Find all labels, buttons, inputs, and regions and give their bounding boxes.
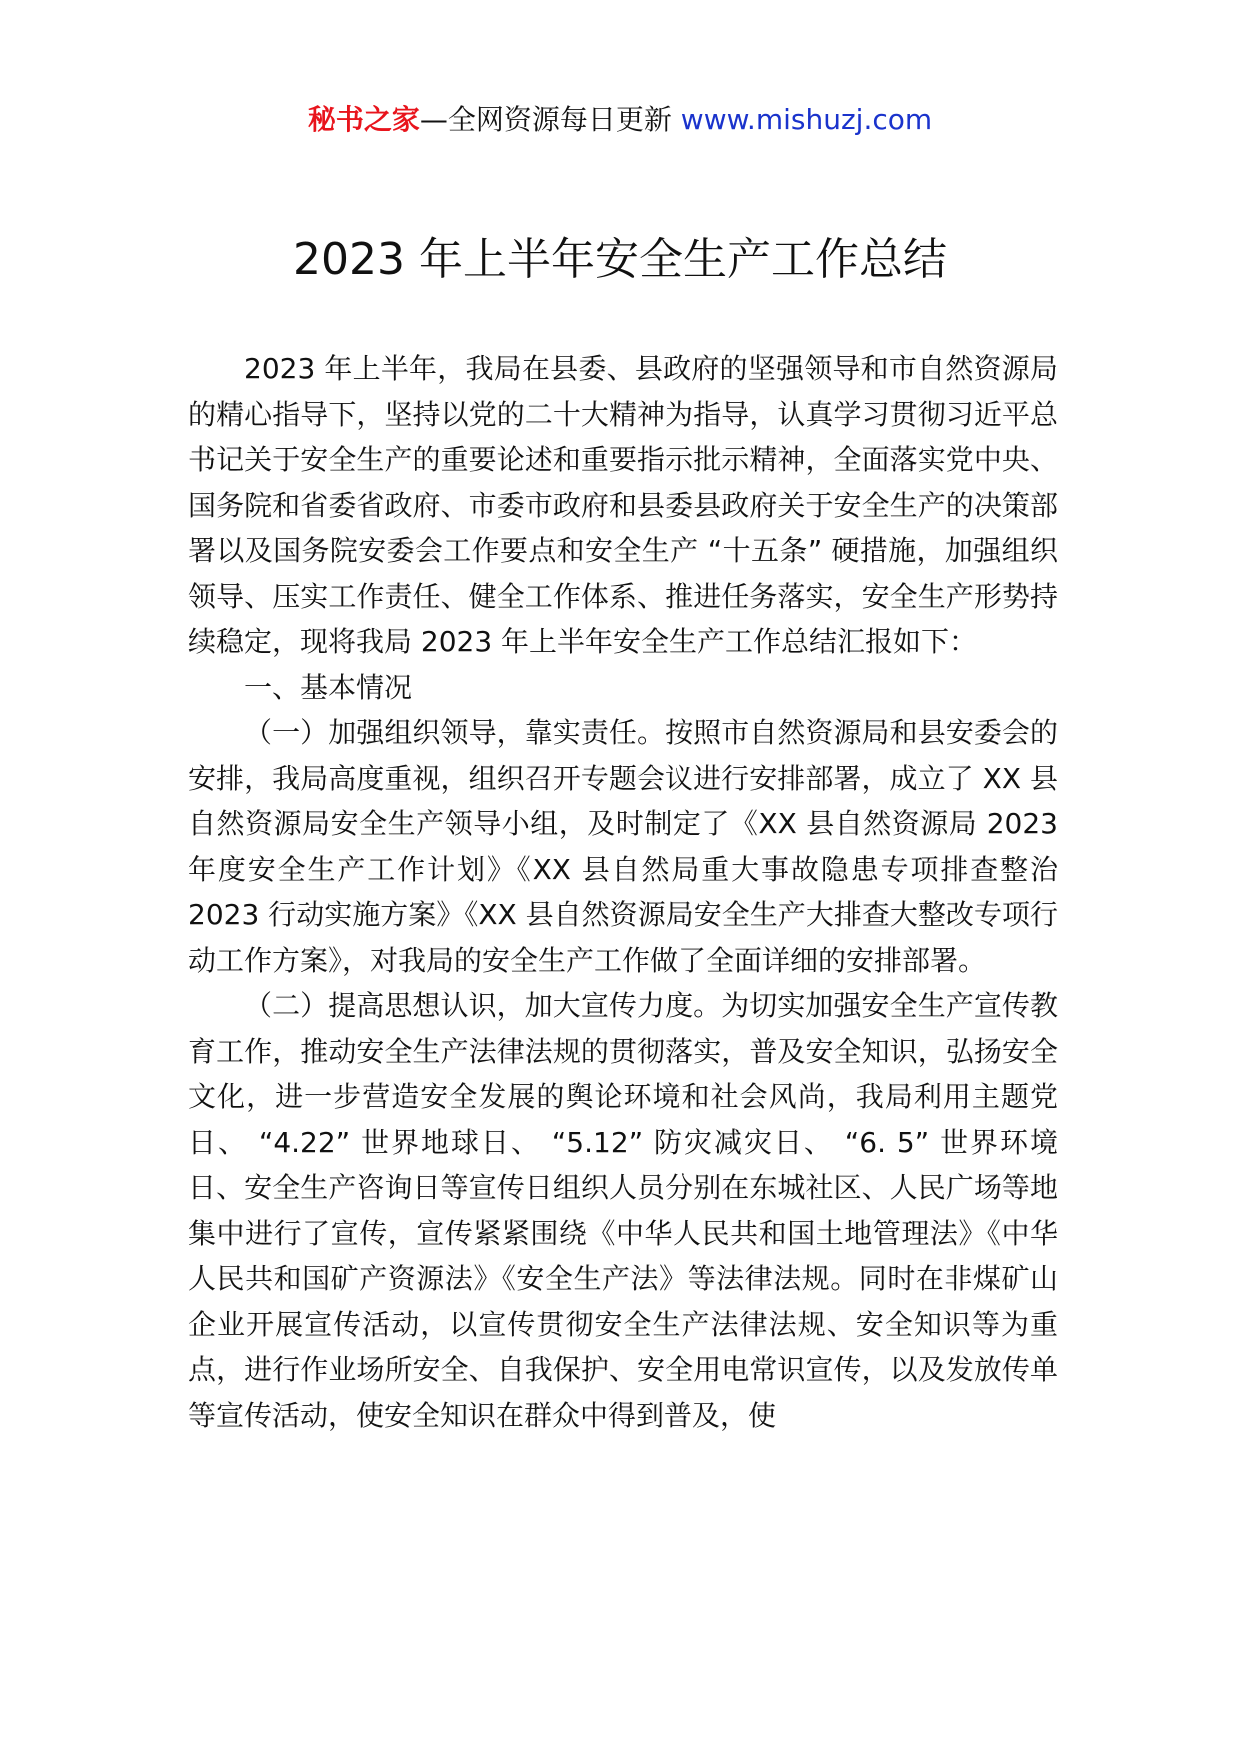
site-brand: 秘书之家: [307, 103, 420, 136]
site-url-link[interactable]: www.mishuzj.com: [680, 103, 933, 136]
section-heading: 一、基本情况: [244, 670, 413, 704]
document-body: [188, 346, 1058, 1438]
intro-paragraph: 2023 年上半年，我局在县委、县政府的坚强领导和市自然资源局的精心指导下，坚持以党的二十大精神为指导，认真学习贯彻习近平总书记关于安全生产的重要论述和重要指示批示精神，全面落实党中央、国务院和省委省政府、市委市政府和县委县政府关于安全生产的决策部署以及国务院安委会工作要点和安全生产 “十五条” 硬措施，加强组织领导、压实工作责任、健全工作体系、推进任务落实，安全生产形势持续稳定，现将我局 2023 年上半年安全生产工作总结汇报如下：: [188, 352, 1058, 658]
document-title: 2023 年上半年安全生产工作总结: [293, 234, 947, 285]
body-paragraph: （一）加强组织领导，靠实责任。按照市自然资源局和县安委会的安排，我局高度重视，组织召开专题会议进行安排部署，成立了 XX 县自然资源局安全生产领导小组，及时制定了《XX 县自然资源局 2023 年度安全生产工作计划》《XX 县自然局重大事故隐患专项排查整治 2023 行动实施方案》《XX 县自然资源局安全生产大排查大整改专项行动工作方案》，对我局的安全生产工作做了全面详细的安排部署。: [188, 716, 1058, 977]
site-slogan: —全网资源每日更新: [419, 103, 672, 136]
body-paragraph: （二）提高思想认识，加大宣传力度。为切实加强安全生产宣传教育工作，推动安全生产法律法规的贯彻落实，普及安全知识，弘扬安全文化，进一步营造安全发展的舆论环境和社会风尚，我局利用主题党日、 “4.22” 世界地球日、 “5.12” 防灾减灾日、 “6. 5” 世界环境日、安全生产咨询日等宣传日组织人员分别在东城社区、人民广场等地集中进行了宣传，宣传紧紧围绕《中华人民共和国土地管理法》《中华人民共和国矿产资源法》《安全生产法》等法律法规。同时在非煤矿山企业开展宣传活动，以宣传贯彻安全生产法律法规、安全知识等为重点，进行作业场所安全、自我保护、安全用电常识宣传，以及发放传单等宣传活动，使安全知识在群众中得到普及，使: [188, 989, 1058, 1432]
site-header: [0, 100, 1240, 140]
